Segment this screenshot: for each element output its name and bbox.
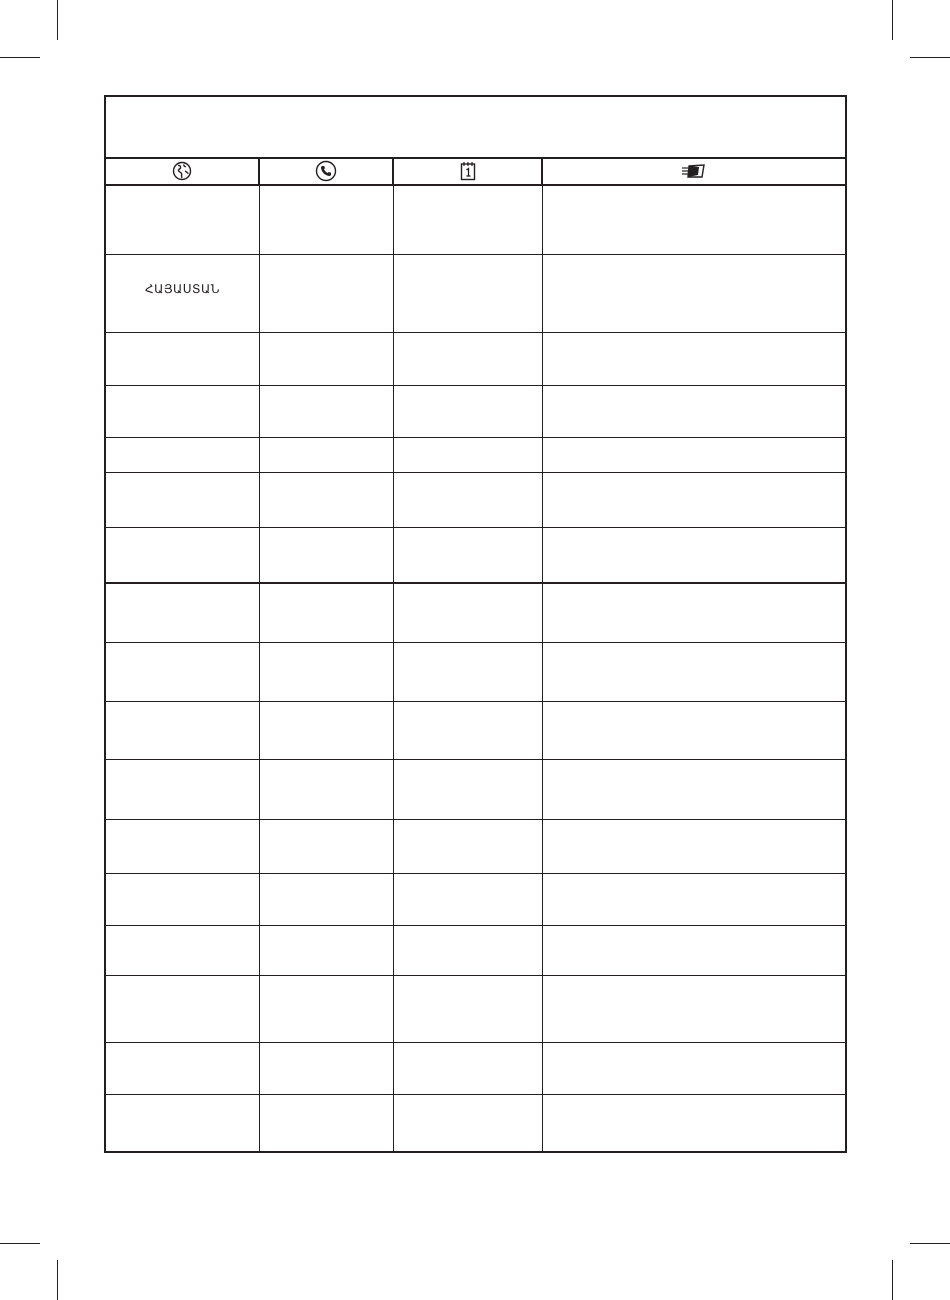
cell-address	[543, 1095, 845, 1153]
cell-phone	[260, 760, 394, 819]
crop-mark	[892, 0, 893, 40]
cell-hours	[394, 760, 543, 819]
header-country	[106, 157, 260, 184]
header-hours	[394, 157, 543, 184]
cell-phone	[260, 1095, 394, 1153]
table-row	[106, 874, 845, 926]
cell-phone	[260, 333, 394, 385]
cell-address	[543, 386, 845, 437]
table-body	[106, 186, 845, 1151]
cell-country	[106, 333, 260, 385]
cell-address	[543, 333, 845, 385]
table-header-row	[106, 157, 845, 186]
cell-phone	[260, 1043, 394, 1094]
cell-address	[543, 874, 845, 925]
cell-address	[543, 584, 845, 642]
cell-country	[106, 186, 260, 254]
cell-phone	[260, 255, 394, 332]
cell-country	[106, 473, 260, 527]
cell-address	[543, 760, 845, 819]
cell-hours	[394, 1043, 543, 1094]
cell-country	[106, 643, 260, 701]
cell-phone	[260, 186, 394, 254]
cell-hours	[394, 584, 543, 642]
cell-hours	[394, 528, 543, 582]
table-row	[106, 760, 845, 820]
cell-address	[543, 820, 845, 873]
header-address	[543, 157, 845, 184]
cell-phone	[260, 473, 394, 527]
cell-hours	[394, 386, 543, 437]
cell-phone	[260, 584, 394, 642]
cell-hours	[394, 874, 543, 925]
cell-phone	[260, 702, 394, 759]
cell-country	[106, 702, 260, 759]
cell-country	[106, 528, 260, 582]
cell-hours	[394, 333, 543, 385]
crop-mark	[0, 1243, 40, 1244]
table-row	[106, 820, 845, 874]
table-row	[106, 386, 845, 438]
table-row	[106, 584, 845, 643]
cell-phone	[260, 926, 394, 975]
table-row	[106, 186, 845, 255]
cell-address	[543, 473, 845, 527]
service-centers-table	[104, 95, 847, 1153]
table-row	[106, 926, 845, 976]
calendar-icon	[460, 161, 476, 181]
cell-country	[106, 438, 260, 472]
table-row	[106, 976, 845, 1043]
table-row	[106, 438, 845, 473]
cell-phone	[260, 386, 394, 437]
cell-phone	[260, 874, 394, 925]
table-row	[106, 702, 845, 760]
crop-mark	[910, 1243, 950, 1244]
cell-hours	[394, 976, 543, 1042]
cell-address	[543, 702, 845, 759]
cell-address	[543, 1043, 845, 1094]
cell-hours	[394, 643, 543, 701]
cell-country	[106, 820, 260, 873]
crop-mark	[910, 57, 950, 58]
cell-phone	[260, 438, 394, 472]
table-row	[106, 528, 845, 584]
cell-country	[106, 386, 260, 437]
globe-icon	[172, 161, 192, 181]
table-row	[106, 255, 845, 333]
cell-country	[106, 1095, 260, 1153]
cell-address	[543, 926, 845, 975]
phone-icon	[315, 160, 337, 182]
address-card-icon	[681, 163, 707, 179]
cell-phone	[260, 976, 394, 1042]
crop-mark	[57, 1260, 58, 1300]
cell-country	[106, 926, 260, 975]
cell-phone	[260, 528, 394, 582]
cell-hours	[394, 926, 543, 975]
header-phone	[260, 157, 394, 184]
table-title	[106, 97, 845, 159]
cell-address	[543, 528, 845, 582]
cell-address	[543, 438, 845, 472]
table-row	[106, 473, 845, 528]
cell-phone	[260, 643, 394, 701]
cell-country	[106, 874, 260, 925]
cell-address	[543, 186, 845, 254]
crop-mark	[57, 0, 58, 40]
cell-hours	[394, 702, 543, 759]
cell-address	[543, 643, 845, 701]
cell-country	[106, 760, 260, 819]
cell-address	[543, 976, 845, 1042]
cell-hours	[394, 1095, 543, 1153]
table-row	[106, 1043, 845, 1095]
cell-hours	[394, 186, 543, 254]
cell-country	[106, 584, 260, 642]
cell-hours	[394, 473, 543, 527]
table-row	[106, 333, 845, 386]
cell-hours	[394, 438, 543, 472]
table-row	[106, 1095, 845, 1153]
cell-hours	[394, 255, 543, 332]
crop-mark	[892, 1260, 893, 1300]
cell-phone	[260, 820, 394, 873]
cell-country: ՀԱՅԱՍՏԱՆ	[106, 255, 260, 332]
crop-mark	[0, 57, 40, 58]
cell-address	[543, 255, 845, 332]
cell-hours	[394, 820, 543, 873]
table-row	[106, 643, 845, 702]
cell-country	[106, 976, 260, 1042]
cell-country	[106, 1043, 260, 1094]
